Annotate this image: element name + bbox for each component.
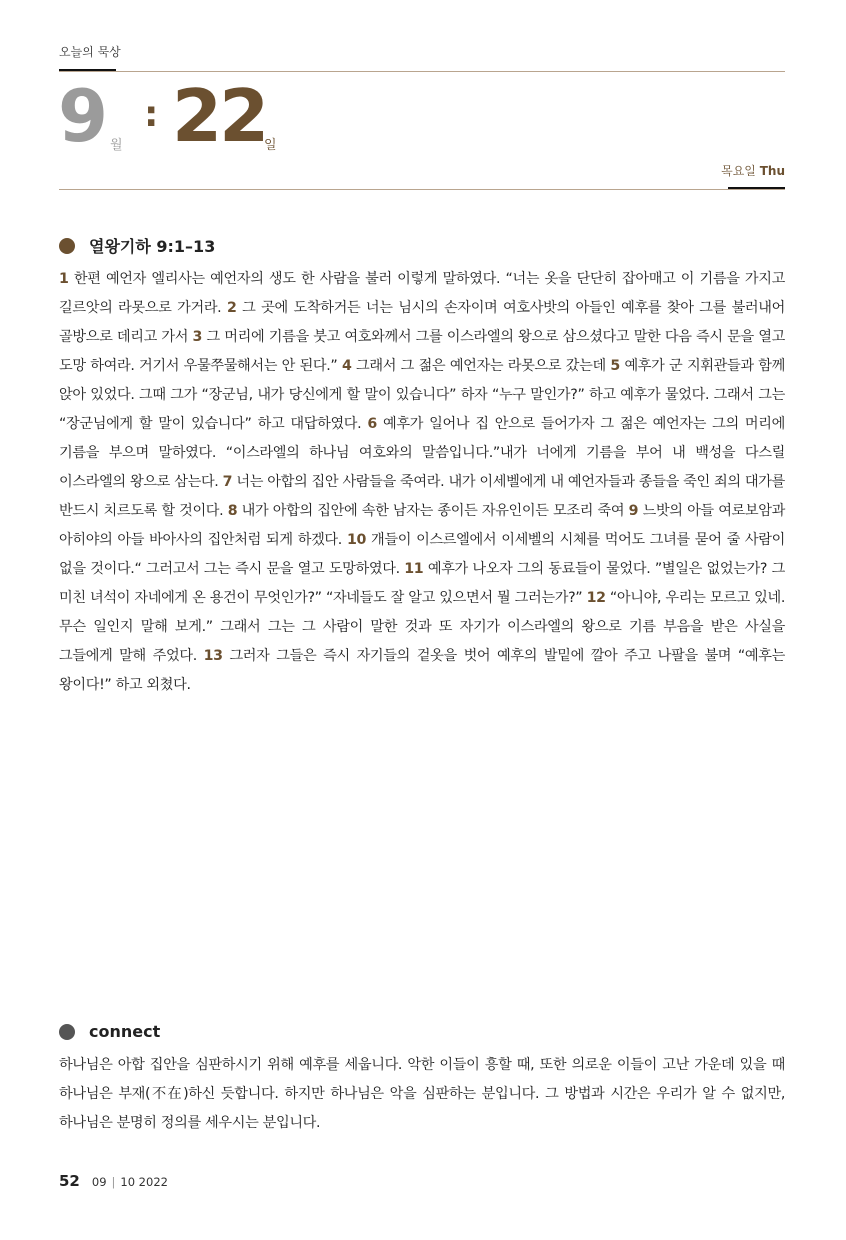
month-unit: 월: [110, 138, 123, 153]
verse-text: 예후가 나오자 그의 동료들이 물었다. ”별일은 없었는가? 그 미친 녀석이 자네에게 온 용건이 무엇인가?” “자네들도 잘 알고 있으면서 뭘 그러는가?”: [59, 561, 785, 606]
header-bottom-divider: [59, 189, 785, 190]
verse-number: 13: [203, 648, 223, 664]
verse-number: 6: [367, 416, 377, 432]
verse-text: 한편 예언자 엘리사는 예언자의 생도 한 사람을 불러 이렇게 말하였다. “너는 옷을 단단히 잡아매고 이 기름을 가지고 길르앗의 라못으로 가거라.: [59, 271, 785, 316]
day-unit: 일: [264, 138, 277, 153]
verse-text: 그 머리에 기름을 붓고 여호와께서 그를 이스라엘의 왕으로 삼으셨다고 말한 다음 즉시 문을 열고 도망 하여라. 거기서 우물쭈물해서는 안 된다.”: [59, 329, 785, 374]
scripture-heading: [59, 234, 215, 257]
connect-text: 하나님은 아합 집안을 심판하시기 위해 예후를 세웁니다. 악한 이들이 흥할 때, 또한 의로운 이들이 고난 가운데 있을 때 하나님은 부재(不在)하신 듯합니다. 하지만 하나님은 악을 심판하는 분입니다. 그 방법과 시간은 우리가 알 수 없지만, 하나님은 분명히 정의를 세우시는 분입니다.: [59, 1057, 785, 1131]
bullet-dot-icon: [59, 1024, 75, 1040]
verse-number: 7: [222, 474, 233, 490]
verse-text: 내가 아합의 집안에 속한 남자는 종이든 자유인이든 모조리 죽여: [237, 503, 629, 519]
verse-number: 8: [227, 503, 238, 519]
issue-year: 10 2022: [120, 1175, 168, 1189]
verse-text: 너는 아합의 집안 사람들을 죽여라. 내가 이세벨에게 내 예언자들과 종들을 죽인 죄의 대가를 반드시 치르도록 할 것이다.: [59, 474, 785, 519]
verse-number: 4: [341, 358, 352, 374]
date-separator: :: [144, 94, 159, 135]
verse-number: 5: [610, 358, 620, 374]
verse-number: 1: [59, 271, 69, 287]
bullet-dot-icon: [59, 238, 75, 254]
verse-number: 9: [628, 503, 639, 519]
verse-text: 개들이 이스르엘에서 이세벨의 시체를 먹어도 그녀를 묻어 줄 사람이 없을 것이다.“ 그러고서 그는 즉시 문을 열고 도망하였다.: [59, 532, 785, 577]
weekday: [721, 162, 785, 179]
verse-text: 그래서 그 젊은 예언자는 라못으로 갔는데: [351, 358, 611, 374]
verse-number: 12: [586, 590, 606, 606]
verse-number: 10: [346, 532, 366, 548]
verse-text: 그러자 그들은 즉시 자기들의 겉옷을 벗어 예후의 발밑에 깔아 주고 나팔을 불며 “예후는 왕이다!” 하고 외쳤다.: [59, 648, 785, 693]
issue-separator: |: [111, 1175, 116, 1189]
verse-text: “아니야, 우리는 모르고 있네. 무슨 일인지 말해 보게.” 그래서 그는 그 사람이 말한 것과 또 자기가 이스라엘의 왕으로 기름 부음을 받은 사실을 그들에게 말해 주었다.: [59, 590, 785, 664]
verse-text: 그 곳에 도착하거든 너는 님시의 손자이며 여호사밧의 아들인 예후를 찾아 그를 불러내어 골방으로 데리고 가서: [59, 300, 785, 345]
page-footer: [59, 1172, 168, 1190]
verse-text: 느밧의 아들 여로보암과 아히야의 아들 바아사의 집안처럼 되게 하겠다.: [59, 503, 785, 548]
issue-month: 09: [91, 1175, 107, 1189]
issue-info: [92, 1175, 168, 1189]
page-number: 52: [59, 1172, 80, 1190]
date-day: 22: [172, 74, 267, 158]
verse-text: 예후가 군 지휘관들과 함께 앉아 있었다. 그때 그가 “장군님, 내가 당신에게 할 말이 있습니다” 하자 “누구 말인가?” 하고 예후가 물었다. 그래서 그는 “장군님에게 할 말이 있습니다” 하고 대답하였다.: [59, 358, 785, 432]
verse-text: 예후가 일어나 집 안으로 들어가자 그 젊은 예언자는 그의 머리에 기름을 부으며 말하였다. “이스라엘의 하나님 여호와의 말씀입니다.”내가 너에게 기름을 부어 내 백성을 다스릴 이스라엘의 왕으로 삼는다.: [59, 416, 785, 490]
weekday-ko: 목요일: [721, 164, 756, 178]
verse-number: 2: [227, 300, 237, 316]
scripture-passage: [59, 265, 785, 700]
connect-title: connect: [89, 1022, 161, 1041]
connect-heading: [59, 1022, 160, 1041]
weekday-en: Thu: [759, 164, 785, 178]
date-month: 9: [58, 74, 107, 158]
verse-number: 3: [192, 329, 203, 345]
section-label: 오늘의 묵상: [59, 45, 121, 59]
top-divider: [59, 71, 785, 72]
verse-number: 11: [404, 561, 424, 577]
scripture-reference: 열왕기하 9:1–13: [89, 237, 216, 256]
